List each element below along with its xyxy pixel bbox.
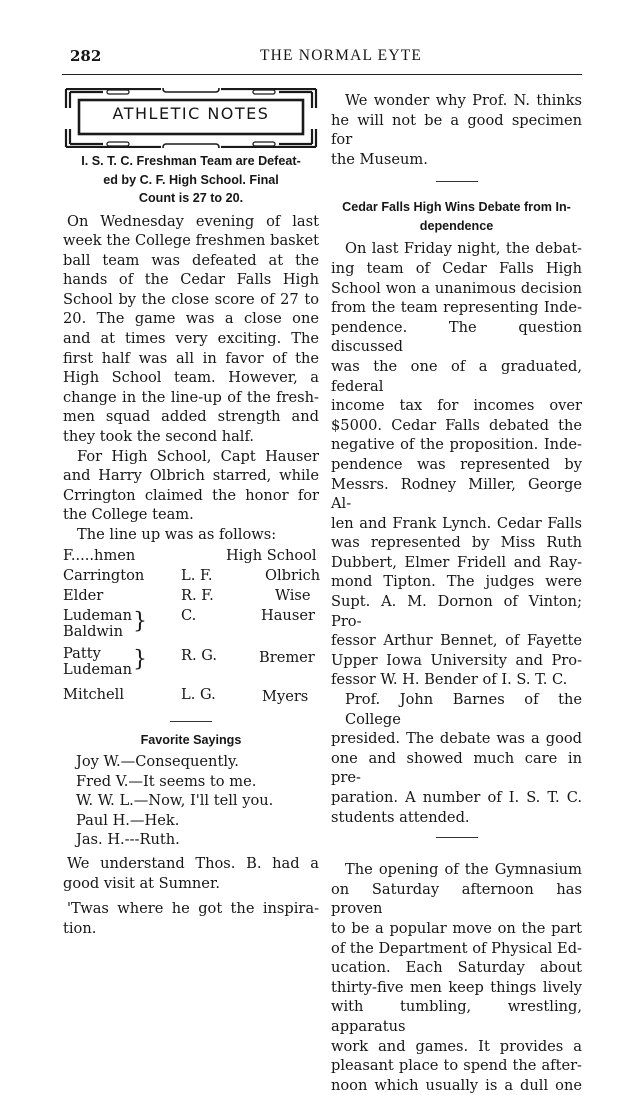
text-line: was represented by Miss Ruth <box>331 534 582 552</box>
text-line: Crrington claimed the honor for <box>63 486 319 504</box>
text-line: and Harry Olbrich starred, while <box>63 467 319 485</box>
text-line: the College team. <box>63 506 194 524</box>
text-line: presided. The debate was a good <box>331 730 582 748</box>
text-line: negative of the proposition. Inde- <box>331 436 582 454</box>
lineup-position: R. F. <box>181 586 214 604</box>
lineup-freshman-name: Ludeman <box>63 660 133 678</box>
headline-line: dependence <box>419 218 494 233</box>
text-line: Upper Iowa University and Pro- <box>331 651 582 669</box>
text-line: of the Department of Physical Ed- <box>331 939 582 957</box>
headline-line: Count is 27 to 20. <box>138 191 244 205</box>
text-line: mond Tipton. The judges were <box>331 573 582 591</box>
text-line: Prof. John Barnes of the College <box>345 691 582 728</box>
left-column <box>63 88 319 938</box>
text-line: week the College freshmen basket <box>63 232 319 250</box>
text-line: Messrs. Rodney Miller, George Al- <box>331 475 582 513</box>
text-line: 'Twas where he got the inspira- <box>67 900 319 918</box>
lineup-freshman-name: Mitchell <box>63 685 125 703</box>
text-line: paration. A number of I. S. T. C. <box>331 789 582 806</box>
lineup-hs-name: Hauser <box>261 606 315 624</box>
headline-line: Cedar Falls High Wins Debate from In- <box>342 200 571 215</box>
text-line: hands of the Cedar Falls High <box>63 271 319 289</box>
text-line: was the one of a graduated, federal <box>331 357 582 395</box>
text-line: We wonder why Prof. N. thinks <box>345 92 582 109</box>
section-divider <box>170 721 212 722</box>
text-line: The opening of the Gymnasium <box>345 861 582 879</box>
lineup-hs-name: Myers <box>262 687 309 705</box>
debate-headline <box>331 198 582 235</box>
lineup-freshman-name: Elder <box>63 586 104 604</box>
freshman-headline <box>63 152 319 208</box>
text-line: fessor W. H. Bender of I. S. T. C. <box>331 671 568 689</box>
favorite-sayings-list <box>63 752 319 850</box>
text-line: on Saturday afternoon has proven <box>331 880 582 918</box>
text-line: change in the line-up of the fresh- <box>63 388 319 406</box>
text-line: School by the close score of 27 to <box>63 290 319 308</box>
lineup-position: C. <box>181 606 197 624</box>
text-line: with tumbling, wrestling, apparatus <box>331 998 582 1035</box>
favorite-sayings-heading: Favorite Sayings <box>140 732 242 747</box>
lineup-freshman-name: Carrington <box>63 566 145 584</box>
text-line: ucation. Each Saturday about <box>331 959 582 977</box>
right-column <box>331 91 582 1095</box>
text-line: from the team representing Inde- <box>331 299 582 317</box>
debate-paragraph <box>331 239 582 690</box>
text-line: students attended. <box>331 808 470 826</box>
banner-title: ATHLETIC NOTES <box>112 104 270 123</box>
text-line: Dubbert, Elmer Fridell and Ray- <box>331 553 582 571</box>
lineup-hs-name: Olbrich <box>265 566 321 584</box>
brace-glyph: } <box>133 608 147 634</box>
text-line: pleasant place to spend the after- <box>331 1057 582 1075</box>
freshmen-column-header: F.....hmen <box>63 546 136 564</box>
text-line: first half was all in favor of the <box>63 349 319 367</box>
saying-item: W. W. L.—Now, I'll tell you. <box>76 792 274 810</box>
headline-line: I. S. T. C. Freshman Team are Defeat- <box>81 154 301 168</box>
text-line: noon which usually is a dull one <box>331 1076 582 1094</box>
lineup-hs-name: Wise <box>275 586 311 604</box>
lineup-table <box>63 545 319 715</box>
header-rule <box>62 74 582 75</box>
page-number: 282 <box>70 47 102 65</box>
saying-item: Paul H.—Hek. <box>76 811 180 829</box>
sumner-paragraph <box>63 854 319 893</box>
lineup-position: L. G. <box>181 685 216 703</box>
text-line: and at times very exciting. The <box>63 330 319 348</box>
starred-players-paragraph <box>63 447 319 525</box>
text-line: pendence. The question discussed <box>331 318 582 356</box>
running-header <box>70 41 582 71</box>
lineup-intro: The line up was as follows: <box>77 526 277 543</box>
text-line: ing team of Cedar Falls High <box>331 259 582 277</box>
text-line: On Wednesday evening of last <box>67 212 319 230</box>
lineup-freshman-name: Baldwin <box>63 622 123 640</box>
saying-item: Jas. H.---Ruth. <box>76 831 180 849</box>
inspiration-paragraph <box>63 899 319 938</box>
text-line: $5000. Cedar Falls debated the <box>331 416 582 434</box>
game-report-paragraph <box>63 212 319 447</box>
text-line: fessor Arthur Bennet, of Fayette <box>331 632 582 650</box>
text-line: good visit at Sumner. <box>63 874 220 892</box>
journal-title: THE NORMAL EYTE <box>260 47 423 64</box>
section-divider <box>436 837 478 838</box>
text-line: len and Frank Lynch. Cedar Falls <box>331 514 582 532</box>
saying-item: Joy W.—Consequently. <box>76 753 239 771</box>
text-line: he will not be a good specimen for <box>331 111 582 149</box>
text-line: the Museum. <box>331 150 428 168</box>
text-line: to be a popular move on the part <box>331 919 582 937</box>
lineup-position: R. G. <box>181 646 218 664</box>
text-line: On last Friday night, the debat- <box>345 240 582 258</box>
presided-paragraph <box>331 690 582 827</box>
lineup-hs-name: Bremer <box>259 648 315 666</box>
brace-glyph: } <box>133 646 147 672</box>
text-line: For High School, Capt Hauser <box>77 447 319 465</box>
text-line: Supt. A. M. Dornon of Vinton; Pro- <box>331 593 582 630</box>
saying-item: Fred V.—It seems to me. <box>76 772 257 790</box>
text-line: tion. <box>63 919 97 937</box>
gymnasium-paragraph <box>331 860 582 1095</box>
section-divider <box>436 181 478 182</box>
high-school-column-header: High School <box>226 546 317 564</box>
text-line: pendence was represented by <box>331 455 582 473</box>
text-line: High School team. However, a <box>63 369 319 387</box>
text-line: men squad added strength and <box>63 408 319 426</box>
text-line: ball team was defeated at the <box>63 251 319 269</box>
text-line: they took the second half. <box>63 428 254 446</box>
text-line: 20. The game was a close one <box>63 310 319 328</box>
lineup-position: L. F. <box>181 566 213 584</box>
text-line: income tax for incomes over <box>331 397 582 415</box>
text-line: thirty-five men keep things lively <box>331 978 582 996</box>
text-line: School won a unanimous decision <box>331 279 582 297</box>
text-line: We understand Thos. B. had a <box>67 855 319 873</box>
athletic-notes-banner <box>63 88 319 148</box>
headline-line: ed by C. F. High School. Final <box>103 172 279 187</box>
museum-paragraph <box>331 91 582 169</box>
lineup-freshman-name: Patty <box>63 644 101 662</box>
lineup-freshman-name: Ludeman <box>63 606 133 624</box>
text-line: one and showed much care in pre- <box>331 749 582 787</box>
text-line: work and games. It provides a <box>331 1037 582 1055</box>
